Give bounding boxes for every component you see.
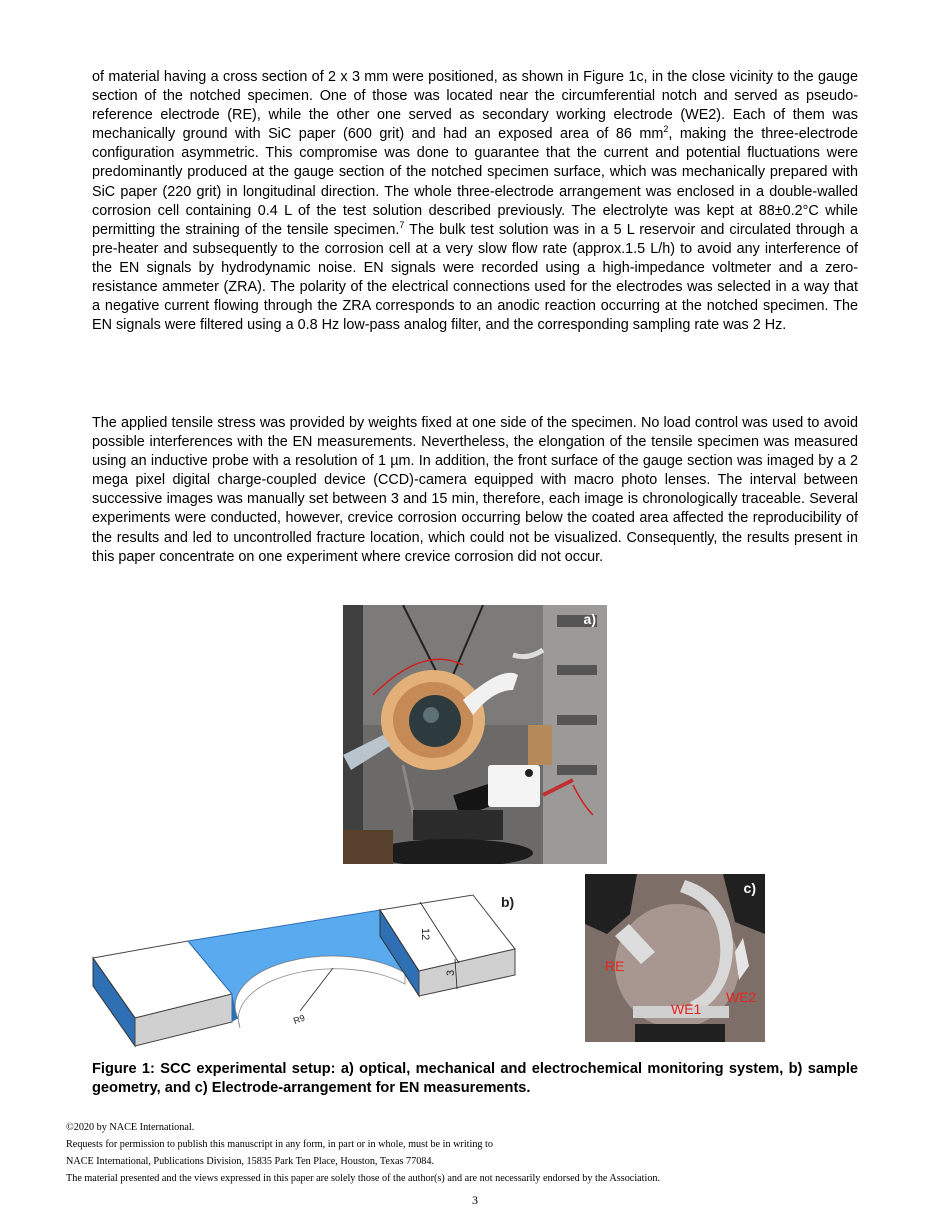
page-number: 3 <box>472 1193 478 1207</box>
figure-caption: Figure 1: SCC experimental setup: a) optical, mechanical and electrochemical monitoring system, b) sample geometry, and c) Electrode-arrangement for EN measurements. <box>92 1061 858 1096</box>
specimen-geometry-drawing <box>90 878 520 1048</box>
paragraph-1-text-a: of material having a cross section of 2 x 3 mm were positioned, as shown in Figure 1c, in the close vicinity to the gauge section of the notched specimen. One of those was located near the circumferential notch and served as pseudo-reference electrode (RE), while the other one served as secondary working electrode (WE2). Each of them was mechanically ground with SiC paper (600 grit) and had an exposed area of 86 mm <box>92 69 858 143</box>
label-we2: WE2 <box>726 989 757 1005</box>
superscript-area-unit: 2 <box>663 124 669 135</box>
paragraph-1-text-c: The bulk test solution was in a 5 L reservoir and circulated through a pre-heater and subsequently to the corrosion cell at a very slow flow rate (approx.1.5 L/h) to avoid any interference of the EN signals by hydrodynamic noise. EN signals were recorded using a high-impedance voltmeter and a zero-resistance ammeter (ZRA). The polarity of the electrical connections used for the electrodes was selected in a way that a negative current flowing through the ZRA corresponds to an anodic reaction occurring at the notched specimen. The EN signals were filtered using a 0.8 Hz low-pass analog filter, and the corresponding sampling rate was 2 Hz. <box>92 221 859 334</box>
panel-c-label: c) <box>743 880 756 896</box>
label-we1: WE1 <box>671 1001 702 1017</box>
body-paragraph-1 <box>92 68 858 335</box>
citation-superscript: 7 <box>399 219 405 230</box>
body-paragraph-2: The applied tensile stress was provided by weights fixed at one side of the specimen. No load control was used to avoid possible interferences with the EN measurements. Nevertheless, the elongation of the tensile specimen was measured using an inductive probe with a resolution of 1 µm. In addition, the front surface of the gauge section was imaged by a 2 mega pixel digital charge-coupled device (CCD)-camera equipped with macro photo lenses. The interval between successive images was manually set between 3 and 15 min, therefore, each image is chronologically traceable. Several experiments were conducted, however, crevice corrosion occurring below the coated area affected the reproducibility of the results and led to uncontrolled fracture location, which could not be visualized. Consequently, the results present in this paper concentrate on one experiment where crevice corrosion did not occur. <box>92 415 858 565</box>
figure-panel-c-electrodes <box>585 874 765 1042</box>
figure-panel-a-photo <box>343 605 607 864</box>
footer-permission: Requests for permission to publish this manuscript in any form, in part or in whole, must be in writing to <box>66 1139 493 1150</box>
dimension-thickness: 3 <box>445 969 457 976</box>
footer-disclaimer: The material presented and the views expressed in this paper are solely those of the author(s) and are not necessarily endorsed by the Association. <box>66 1173 661 1184</box>
dimension-notch-radius: R9 <box>292 1012 307 1027</box>
footer-address: NACE International, Publications Division, 15835 Park Ten Place, Houston, Texas 77084. <box>66 1156 435 1167</box>
figure-panel-b-geometry <box>90 878 520 1048</box>
label-re: RE <box>605 958 625 974</box>
panel-a-label: a) <box>583 611 596 627</box>
dimension-width: 12 <box>419 928 431 941</box>
setup-photo-illustration <box>343 605 607 864</box>
paragraph-1-text-b: , making the three-electrode configuration asymmetric. This compromise was done to guarantee that the current and potential fluctuations were predominantly produced at the gauge section of the notched specimen surface, which was mechanically prepared with SiC paper (220 grit) in longitudinal direction. The whole three-electrode arrangement was enclosed in a double-walled corrosion cell containing 0.4 L of the test solution described previously. The electrolyte was kept at 88±0.2°C while permitting the straining of the tensile specimen. <box>92 126 858 238</box>
panel-b-label: b) <box>501 894 515 910</box>
footer-copyright: ©2020 by NACE International. <box>66 1122 195 1133</box>
